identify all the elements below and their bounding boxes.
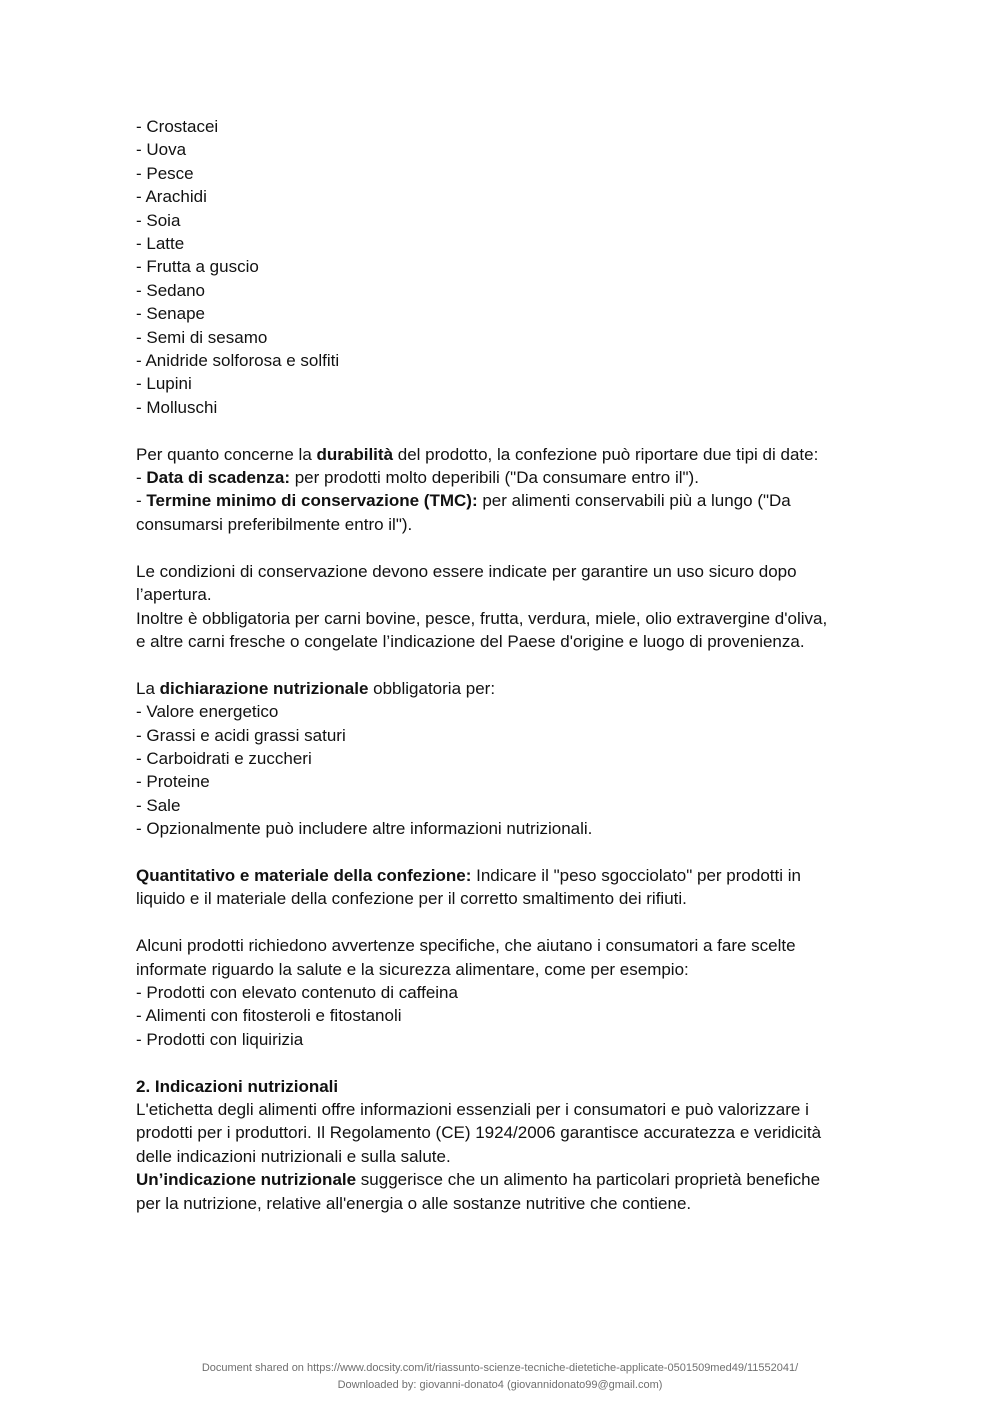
paragraph-line: e altre carni fresche o congelate l’indicazione del Paese d'origine e luogo di provenienza. — [136, 631, 805, 651]
text-span: - — [136, 468, 147, 488]
list-item: - Grassi e acidi grassi saturi — [136, 725, 346, 745]
durability-item-tmc — [136, 489, 866, 512]
conservation-paragraph — [136, 560, 866, 654]
list-item: - Lupini — [136, 374, 192, 394]
paragraph-line: prodotti per i produttori. Il Regolamento (CE) 1924/2006 garantisce accuratezza e veridicità — [136, 1123, 822, 1143]
footer-downloaded-by: Downloaded by: giovanni-donato4 (giovannidonato99@gmail.com) — [337, 1379, 663, 1391]
list-item: - Crostacei — [136, 117, 219, 136]
paragraph-line — [136, 864, 866, 887]
text-span: del prodotto, la confezione può riportare due tipi di date: — [393, 444, 819, 464]
list-item: - Senape — [136, 304, 205, 324]
paragraph-line — [136, 1168, 866, 1191]
list-item: - Semi di sesamo — [136, 327, 268, 347]
list-item: - Sale — [136, 795, 181, 815]
list-item: - Uova — [136, 140, 187, 160]
list-item: - Pesce — [136, 163, 194, 183]
text-span: Per quanto concerne la — [136, 444, 317, 464]
section-nutritional-claims — [136, 1075, 866, 1215]
bold-term: Termine minimo di conservazione (TMC): — [146, 491, 478, 511]
paragraph-line: L'etichetta degli alimenti offre informazioni essenziali per i consumatori e può valorizzare i — [136, 1099, 809, 1119]
list-item: - Latte — [136, 234, 185, 254]
text-span: per alimenti conservabili più a lungo ("Da — [477, 491, 791, 511]
nutrition-declaration-intro — [136, 677, 866, 700]
list-item: - Valore energetico — [136, 702, 279, 722]
bold-term: durabilità — [316, 444, 394, 464]
paragraph-line: per la nutrizione, relative all'energia o alle sostanze nutritive che contiene. — [136, 1193, 692, 1213]
text-span: Indicare il "peso sgocciolato" per prodotti in — [471, 865, 801, 885]
nutrition-declaration-section — [136, 677, 866, 841]
text-span: La — [136, 678, 160, 698]
text-span: - — [136, 491, 147, 511]
durability-section — [136, 443, 866, 537]
list-item: - Soia — [136, 210, 181, 230]
text-span: suggerisce che un alimento ha particolari proprietà benefiche — [356, 1170, 821, 1190]
page-footer — [0, 1360, 1000, 1394]
paragraph-line: Inoltre è obbligatoria per carni bovine, pesce, frutta, verdura, miele, olio extravergine d'oliva, — [136, 608, 828, 628]
paragraph-line: Alcuni prodotti richiedono avvertenze specifiche, che aiutano i consumatori a fare scelte — [136, 936, 796, 956]
list-item: - Proteine — [136, 772, 210, 792]
paragraph-line: informate riguardo la salute e la sicurezza alimentare, come per esempio: — [136, 959, 689, 979]
durability-item-expiry — [136, 466, 866, 489]
list-item: - Anidride solforosa e solfiti — [136, 351, 340, 371]
bold-term: Data di scadenza: — [146, 468, 290, 488]
paragraph-line: delle indicazioni nutrizionali e sulla salute. — [136, 1146, 451, 1166]
allergen-list — [136, 115, 866, 419]
paragraph-line: l’apertura. — [136, 585, 212, 605]
paragraph-line: Le condizioni di conservazione devono essere indicate per garantire un uso sicuro dopo — [136, 561, 797, 581]
section-heading — [136, 1075, 866, 1098]
list-item: - Alimenti con fitosteroli e fitostanoli — [136, 1006, 402, 1026]
bold-term: dichiarazione nutrizionale — [159, 678, 369, 698]
list-item: - Opzionalmente può includere altre informazioni nutrizionali. — [136, 819, 593, 839]
heading-text: 2. Indicazioni nutrizionali — [136, 1076, 339, 1096]
footer-shared-link[interactable]: Document shared on https://www.docsity.com/it/riassunto-scienze-tecniche-dietetiche-applicate-0501509med49/11552041/ — [201, 1362, 799, 1374]
packaging-paragraph — [136, 864, 866, 911]
list-item: - Molluschi — [136, 397, 218, 417]
list-item: - Frutta a guscio — [136, 257, 259, 277]
warnings-section — [136, 934, 866, 1051]
list-item: - Carboidrati e zuccheri — [136, 748, 312, 768]
paragraph-line: liquido e il materiale della confezione per il corretto smaltimento dei rifiuti. — [136, 889, 687, 909]
bold-term: Quantitativo e materiale della confezione: — [136, 865, 472, 885]
list-item: - Arachidi — [136, 187, 207, 207]
durability-intro — [136, 443, 866, 466]
list-item: - Prodotti con elevato contenuto di caffeina — [136, 982, 458, 1002]
durability-item-tmc-cont: consumarsi preferibilmente entro il"). — [136, 514, 413, 534]
list-item: - Prodotti con liquirizia — [136, 1029, 304, 1049]
text-span: per prodotti molto deperibili ("Da consumare entro il"). — [290, 468, 699, 488]
text-span: obbligatoria per: — [368, 678, 496, 698]
bold-term: Un’indicazione nutrizionale — [136, 1170, 357, 1190]
document-body — [136, 115, 866, 1215]
list-item: - Sedano — [136, 280, 205, 300]
